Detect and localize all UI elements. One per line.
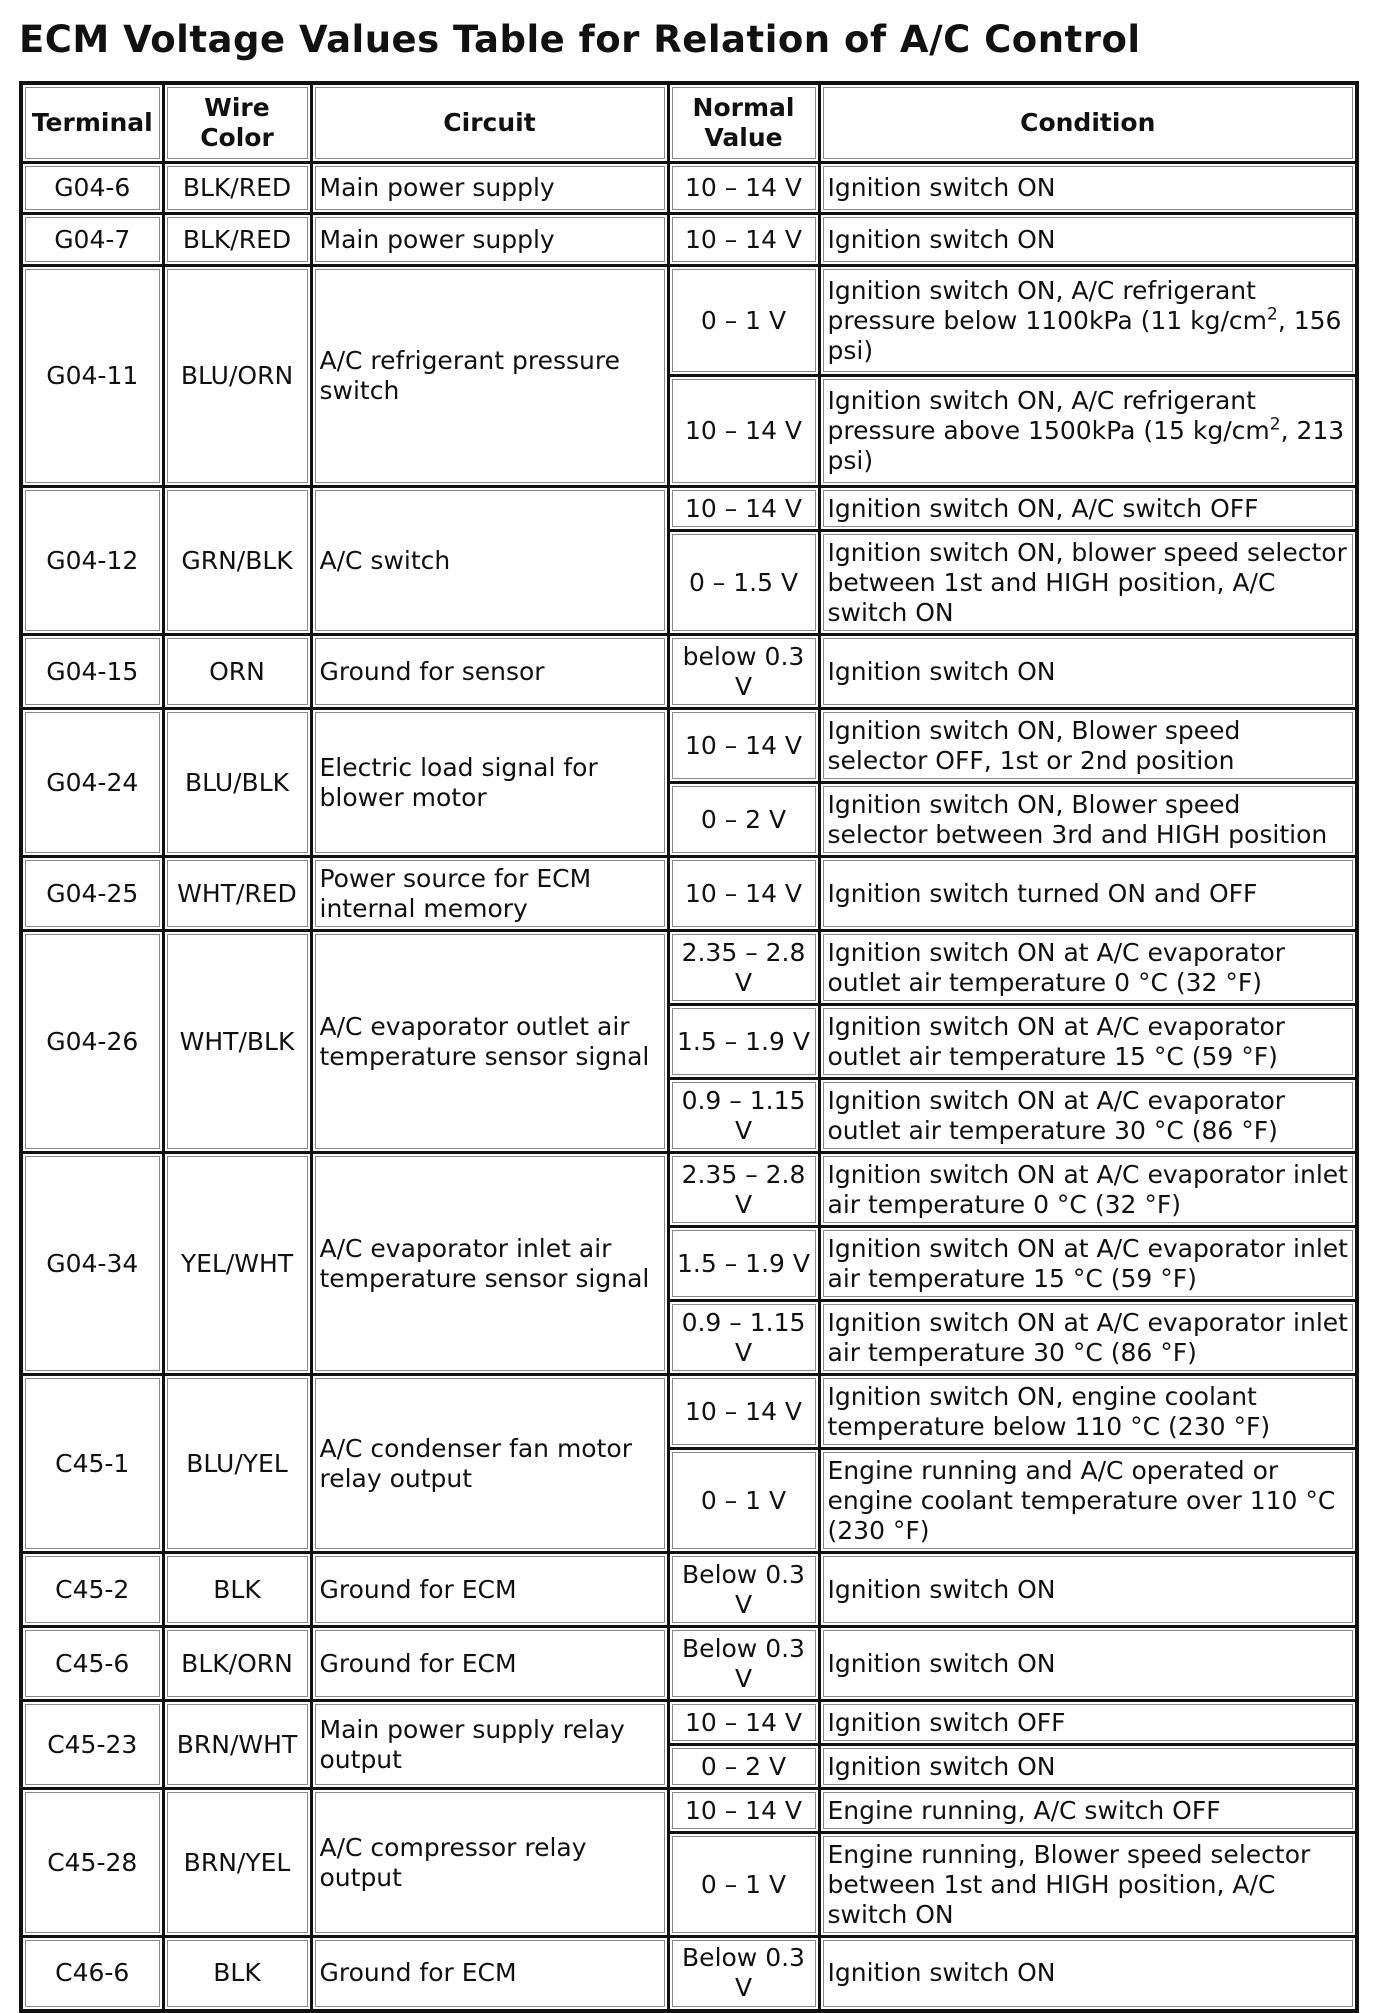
wire-color-cell: BLK/RED [163, 214, 311, 266]
normal-value-cell: 0 – 2 V [668, 1745, 819, 1789]
table-row [21, 635, 1357, 709]
normal-value-cell: 0 – 1 V [668, 1449, 819, 1553]
normal-value-cell: 0.9 – 1.15 V [668, 1079, 819, 1153]
table-row [21, 1375, 1357, 1449]
header-terminal: Terminal [21, 83, 163, 163]
circuit-cell: Ground for ECM [311, 1553, 668, 1627]
normal-value-cell: 10 – 14 V [668, 1701, 819, 1745]
header-wire-color-text: Wire Color [200, 93, 274, 152]
wire-color-cell: BRN/YEL [163, 1789, 311, 1937]
wire-color-cell: WHT/RED [163, 857, 311, 931]
condition-cell: Ignition switch OFF [819, 1701, 1357, 1745]
table-row [21, 214, 1357, 266]
terminal-cell: G04-11 [21, 266, 163, 487]
condition-cell: Engine running, A/C switch OFF [819, 1789, 1357, 1833]
normal-value-cell: Below 0.3 V [668, 1627, 819, 1701]
condition-cell: Ignition switch ON, Blower speed selector between 3rd and HIGH position [819, 783, 1357, 857]
circuit-cell: Main power supply relay output [311, 1701, 668, 1789]
normal-value-cell: 0 – 1.5 V [668, 531, 819, 635]
wire-color-cell: BLU/BLK [163, 709, 311, 857]
normal-value-cell: below 0.3 V [668, 635, 819, 709]
normal-value-cell: 10 – 14 V [668, 1789, 819, 1833]
condition-cell: Ignition switch ON at A/C evaporator outlet air temperature 15 °C (59 °F) [819, 1005, 1357, 1079]
condition-text: Ignition switch ON, A/C refrigerant pressure above 1500kPa (15 kg/cm [827, 386, 1270, 445]
wire-color-cell: BRN/WHT [163, 1701, 311, 1789]
terminal-cell: G04-7 [21, 214, 163, 266]
normal-value-cell: 10 – 14 V [668, 163, 819, 214]
table-row [21, 857, 1357, 931]
header-condition: Condition [819, 83, 1357, 163]
normal-value-cell: 10 – 14 V [668, 709, 819, 783]
normal-value-cell: 10 – 14 V [668, 376, 819, 487]
condition-cell: Ignition switch ON, A/C switch OFF [819, 487, 1357, 531]
normal-value-cell: 10 – 14 V [668, 214, 819, 266]
superscript-exponent: 2 [1269, 414, 1281, 435]
condition-cell: Ignition switch ON, blower speed selector between 1st and HIGH position, A/C switch ON [819, 531, 1357, 635]
table-row [21, 1553, 1357, 1627]
circuit-cell: Ground for ECM [311, 1627, 668, 1701]
condition-text: Ignition switch ON, A/C refrigerant pressure below 1100kPa (11 kg/cm [827, 275, 1268, 335]
condition-cell: Engine running and A/C operated or engine coolant temperature over 110 °C (230 °F) [819, 1449, 1357, 1553]
normal-value-cell: 0 – 1 V [668, 1833, 819, 1937]
condition-cell: Ignition switch ON at A/C evaporator inlet air temperature 15 °C (59 °F) [819, 1227, 1357, 1301]
condition-cell: Ignition switch ON at A/C evaporator outlet air temperature 30 °C (86 °F) [819, 1079, 1357, 1153]
header-wire-color [163, 83, 311, 163]
table-row [21, 1701, 1357, 1745]
wire-color-cell: BLK/ORN [163, 1627, 311, 1701]
wire-color-cell: WHT/BLK [163, 931, 311, 1153]
condition-cell [819, 266, 1357, 376]
circuit-cell: Ground for ECM [311, 1937, 668, 2011]
terminal-cell: G04-24 [21, 709, 163, 857]
normal-value-cell: 10 – 14 V [668, 487, 819, 531]
terminal-cell: G04-26 [21, 931, 163, 1153]
table-row [21, 1153, 1357, 1227]
terminal-cell: C45-23 [21, 1701, 163, 1789]
condition-cell: Ignition switch ON at A/C evaporator inlet air temperature 0 °C (32 °F) [819, 1153, 1357, 1227]
normal-value-cell: 2.35 – 2.8 V [668, 1153, 819, 1227]
circuit-cell: Electric load signal for blower motor [311, 709, 668, 857]
normal-value-cell: 0 – 1 V [668, 266, 819, 376]
table-row [21, 1937, 1357, 2011]
wire-color-cell: BLU/YEL [163, 1375, 311, 1553]
ecm-voltage-table [19, 81, 1359, 2013]
condition-cell: Ignition switch ON, engine coolant temperature below 110 °C (230 °F) [819, 1375, 1357, 1449]
condition-cell: Ignition switch ON at A/C evaporator inlet air temperature 30 °C (86 °F) [819, 1301, 1357, 1375]
terminal-cell: C45-2 [21, 1553, 163, 1627]
table-row [21, 487, 1357, 531]
terminal-cell: G04-15 [21, 635, 163, 709]
normal-value-cell: 10 – 14 V [668, 857, 819, 931]
terminal-cell: G04-25 [21, 857, 163, 931]
normal-value-cell: 0.9 – 1.15 V [668, 1301, 819, 1375]
wire-color-cell: YEL/WHT [163, 1153, 311, 1375]
table-row [21, 709, 1357, 783]
circuit-cell: A/C evaporator inlet air temperature sensor signal [311, 1153, 668, 1375]
terminal-cell: C45-6 [21, 1627, 163, 1701]
condition-cell: Ignition switch ON [819, 163, 1357, 214]
normal-value-cell: 2.35 – 2.8 V [668, 931, 819, 1005]
terminal-cell: C46-6 [21, 1937, 163, 2011]
circuit-cell: A/C condenser fan motor relay output [311, 1375, 668, 1553]
condition-cell: Ignition switch ON, Blower speed selector OFF, 1st or 2nd position [819, 709, 1357, 783]
condition-cell [819, 376, 1357, 487]
condition-cell: Ignition switch ON [819, 1745, 1357, 1789]
table-row [21, 931, 1357, 1005]
circuit-cell: A/C refrigerant pressure switch [311, 266, 668, 487]
terminal-cell: C45-28 [21, 1789, 163, 1937]
condition-cell: Ignition switch ON [819, 1553, 1357, 1627]
condition-cell: Ignition switch ON [819, 214, 1357, 266]
table-row [21, 1789, 1357, 1833]
circuit-cell: A/C compressor relay output [311, 1789, 668, 1937]
wire-color-cell: ORN [163, 635, 311, 709]
table-row [21, 163, 1357, 214]
condition-text: , 156 psi) [827, 305, 1342, 365]
terminal-cell: G04-12 [21, 487, 163, 635]
circuit-cell: A/C switch [311, 487, 668, 635]
condition-text: , 213 psi) [827, 416, 1345, 475]
terminal-cell: G04-34 [21, 1153, 163, 1375]
condition-cell: Ignition switch ON [819, 635, 1357, 709]
header-row [21, 83, 1357, 163]
wire-color-cell: GRN/BLK [163, 487, 311, 635]
wire-color-cell: BLK [163, 1937, 311, 2011]
table-row [21, 1627, 1357, 1701]
circuit-cell: Main power supply [311, 214, 668, 266]
normal-value-cell: 1.5 – 1.9 V [668, 1005, 819, 1079]
circuit-cell: Main power supply [311, 163, 668, 214]
normal-value-cell: 10 – 14 V [668, 1375, 819, 1449]
circuit-cell: Ground for sensor [311, 635, 668, 709]
page-title: ECM Voltage Values Table for Relation of A/C Control [19, 18, 1141, 61]
wire-color-cell: BLK/RED [163, 163, 311, 214]
condition-cell: Ignition switch ON at A/C evaporator outlet air temperature 0 °C (32 °F) [819, 931, 1357, 1005]
superscript-exponent: 2 [1267, 304, 1278, 325]
normal-value-cell: Below 0.3 V [668, 1553, 819, 1627]
condition-cell: Engine running, Blower speed selector between 1st and HIGH position, A/C switch ON [819, 1833, 1357, 1937]
table-row [21, 266, 1357, 376]
condition-cell: Ignition switch ON [819, 1937, 1357, 2011]
wire-color-cell: BLU/ORN [163, 266, 311, 487]
normal-value-cell: 1.5 – 1.9 V [668, 1227, 819, 1301]
condition-cell: Ignition switch ON [819, 1627, 1357, 1701]
condition-cell: Ignition switch turned ON and OFF [819, 857, 1357, 931]
header-normal-value [668, 83, 819, 163]
normal-value-cell: 0 – 2 V [668, 783, 819, 857]
header-circuit: Circuit [311, 83, 668, 163]
header-normal-value-text: Normal Value [692, 93, 795, 152]
terminal-cell: G04-6 [21, 163, 163, 214]
circuit-cell: Power source for ECM internal memory [311, 857, 668, 931]
wire-color-cell: BLK [163, 1553, 311, 1627]
normal-value-cell: Below 0.3 V [668, 1937, 819, 2011]
circuit-cell: A/C evaporator outlet air temperature sensor signal [311, 931, 668, 1153]
terminal-cell: C45-1 [21, 1375, 163, 1553]
